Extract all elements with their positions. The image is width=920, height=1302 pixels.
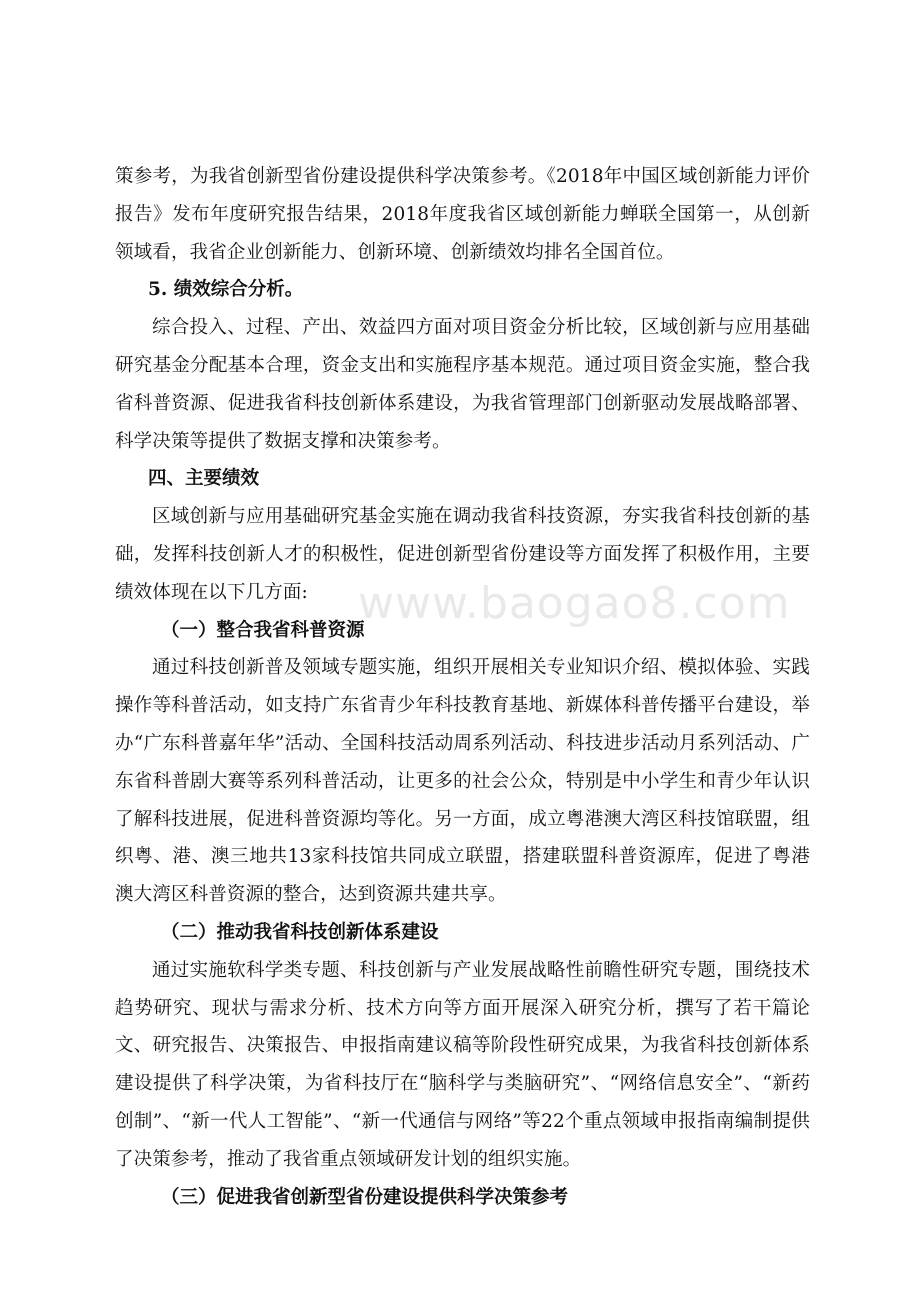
subsection-1-heading: （一）整合我省科普资源 <box>161 619 365 641</box>
section-5-heading: 5. 绩效综合分析。 <box>148 279 304 301</box>
section-5-paragraph: 综合投入、过程、产出、效益四方面对项目资金分析比较，区域创新与应用基础研究基金分配基本合理，资金支出和实施程序基本规范。通过项目资金实施，整合我省科普资源、促进我省科技创新体系建设，为我省管理部门创新驱动发展战略部署、科学决策等提供了数据支撑和决策参考。 <box>115 317 810 452</box>
intro-paragraph: 策参考，为我省创新型省份建设提供科学决策参考。《2018年中国区域创新能力评价报告》发布年度研究报告结果，2018年度我省区域创新能力蝉联全国第一，从创新领域看，我省企业创新能力、创新环境、创新绩效均排名全国首位。 <box>115 166 810 263</box>
part-4-heading: 四、主要绩效 <box>148 468 260 490</box>
document-page <box>115 158 810 1216</box>
subsection-1-paragraph: 通过科技创新普及领域专题实施，组织开展相关专业知识介绍、模拟体验、实践操作等科普活动，如支持广东省青少年科技教育基地、新媒体科普传播平台建设，举办“广东科普嘉年华”活动、全国科技活动周系列活动、科技进步活动月系列活动、广东省科普剧大赛等系列科普活动，让更多的社会公众，特别是中小学生和青少年认识了解科技进展，促进科普资源均等化。另一方面，成立粤港澳大湾区科技馆联盟，组织粤、港、澳三地共13家科技馆共同成立联盟，搭建联盟科普资源库，促进了粤港澳大湾区科普资源的整合，达到资源共建共享。 <box>115 657 810 906</box>
subsection-3-heading: （三）促进我省创新型省份建设提供科学决策参考 <box>161 1186 569 1208</box>
watermark: www.baogao8.com <box>358 578 791 629</box>
part-4-paragraph: 区域创新与应用基础研究基金实施在调动我省科技资源，夯实我省科技创新的基础，发挥科技创新人才的积极性，促进创新型省份建设等方面发挥了积极作用，主要绩效体现在以下几方面: <box>115 506 810 603</box>
subsection-2-paragraph: 通过实施软科学类专题、科技创新与产业发展战略性前瞻性研究专题，围绕技术趋势研究、现状与需求分析、技术方向等方面开展深入研究分析，撰写了若干篇论文、研究报告、决策报告、申报指南建议稿等阶段性研究成果，为我省科技创新体系建设提供了科学决策，为省科技厅在“脑科学与类脑研究”、“网络信息安全”、“新药创制”、“新一代人工智能”、“新一代通信与网络”等22个重点领域申报指南编制提供了决策参考，推动了我省重点领域研发计划的组织实施。 <box>115 959 810 1170</box>
subsection-2-heading: （二）推动我省科技创新体系建设 <box>161 921 439 943</box>
